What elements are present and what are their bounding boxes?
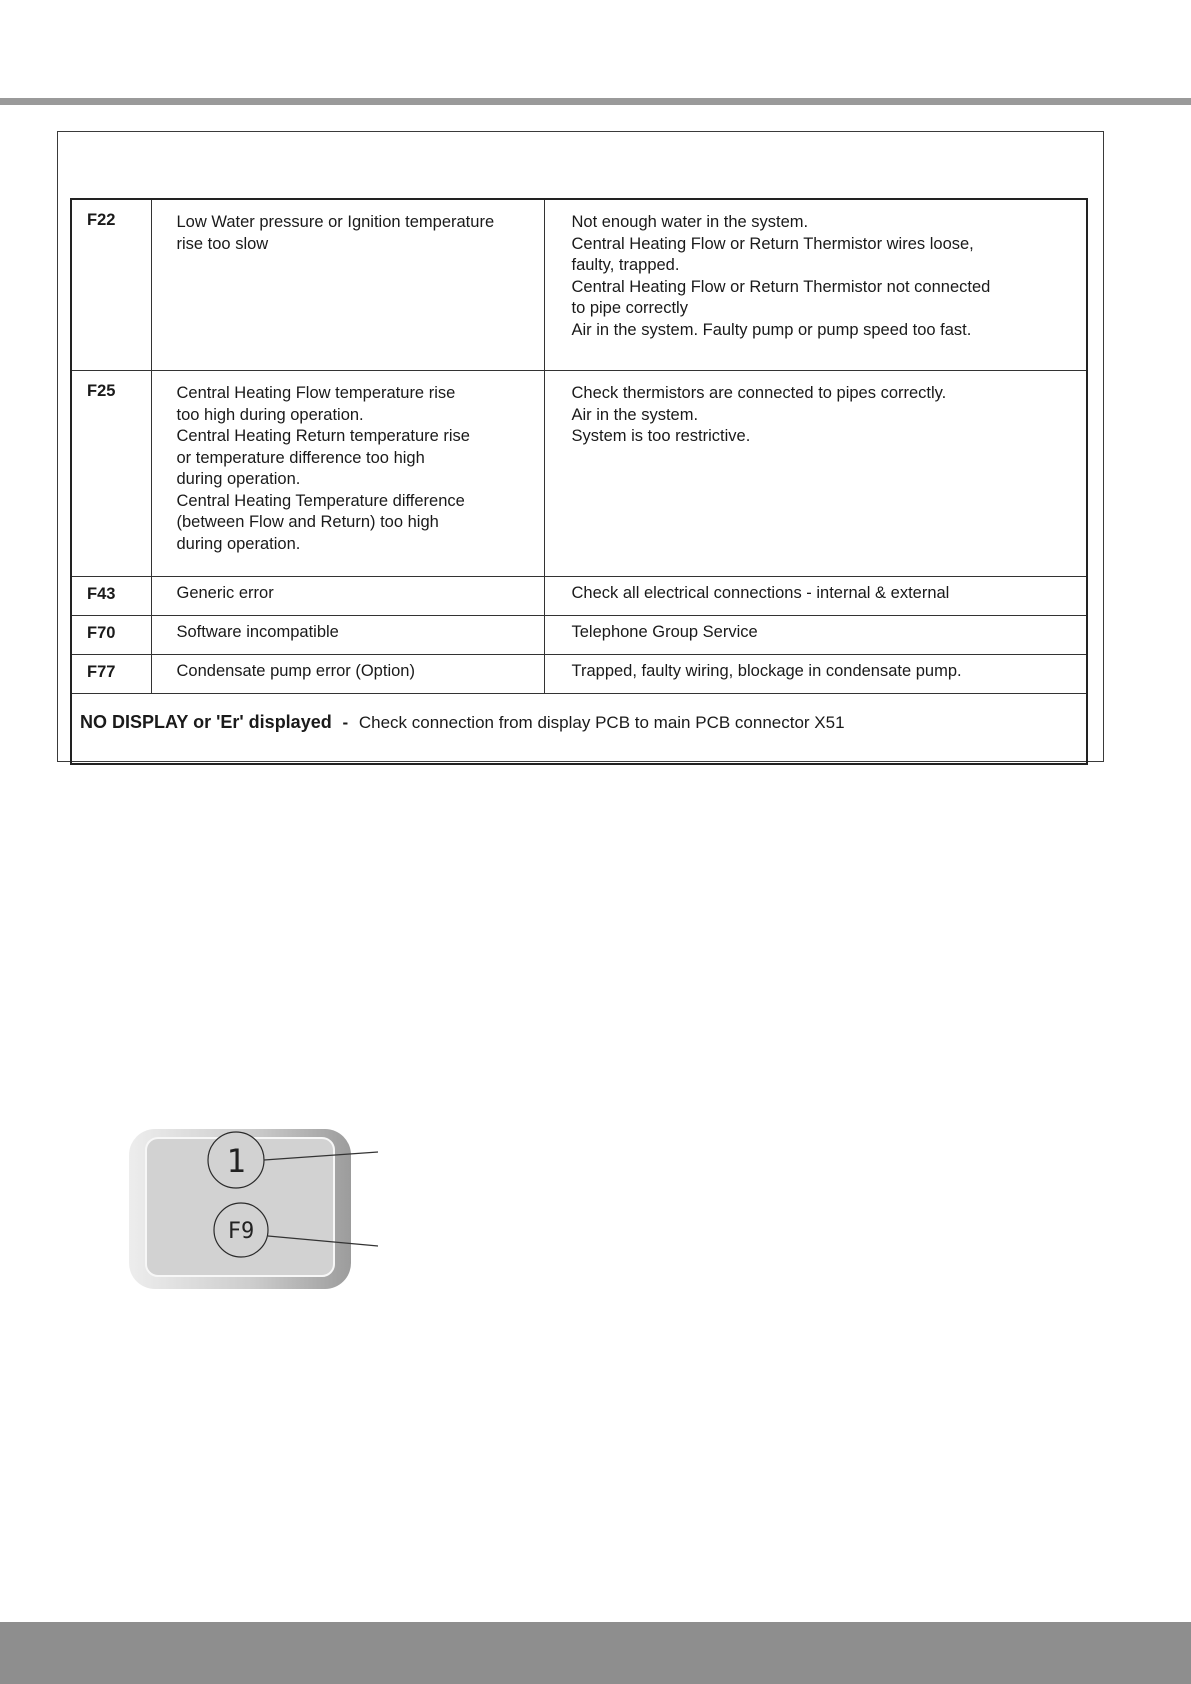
fault-description: Condensate pump error (Option) bbox=[151, 655, 544, 694]
description-line: too high during operation. bbox=[176, 405, 364, 424]
fault-description bbox=[151, 371, 544, 577]
description-line: (between Flow and Return) too high bbox=[176, 513, 439, 531]
fault-cause: Trapped, faulty wiring, blockage in condensate pump. bbox=[544, 655, 1087, 694]
no-display-separator: - bbox=[342, 713, 349, 732]
upper-readout-digit: 1 bbox=[226, 1142, 246, 1180]
fault-row-f77 bbox=[71, 655, 1087, 694]
cause-line: Air in the system. Faulty pump or pump speed too fast. bbox=[571, 320, 972, 339]
no-display-row bbox=[71, 694, 1087, 765]
fault-code: F25 bbox=[71, 371, 151, 577]
er-displayed-label: or 'Er' displayed bbox=[193, 712, 332, 732]
fault-description: Software incompatible bbox=[151, 616, 544, 655]
fault-code: F22 bbox=[71, 199, 151, 371]
cause-line: Air in the system. bbox=[571, 405, 699, 424]
cause-line: to pipe correctly bbox=[571, 299, 688, 317]
top-rule bbox=[0, 98, 1191, 105]
cause-line: Check thermistors are connected to pipes correctly. bbox=[571, 384, 947, 402]
description-line: Low Water pressure or Ignition temperature bbox=[176, 213, 495, 231]
fault-code: F43 bbox=[71, 577, 151, 616]
fault-row-f25 bbox=[71, 371, 1087, 577]
fault-description bbox=[151, 199, 544, 371]
description-line: Central Heating Flow temperature rise bbox=[176, 384, 456, 402]
lower-readout-code: F9 bbox=[227, 1219, 255, 1244]
description-line: Central Heating Return temperature rise bbox=[176, 427, 470, 445]
cause-line: Central Heating Flow or Return Thermistor not connected bbox=[571, 277, 991, 296]
footer-band bbox=[0, 1622, 1191, 1684]
no-display-note bbox=[71, 694, 1087, 765]
description-line: Central Heating Temperature difference bbox=[176, 491, 465, 510]
fault-row-f22 bbox=[71, 199, 1087, 371]
description-line: rise too slow bbox=[176, 234, 269, 253]
no-display-label: NO DISPLAY bbox=[80, 712, 189, 732]
fault-cause bbox=[544, 371, 1087, 577]
fault-row-f70 bbox=[71, 616, 1087, 655]
fault-cause: Telephone Group Service bbox=[544, 616, 1087, 655]
no-display-text: Check connection from display PCB to main PCB connector X51 bbox=[358, 713, 845, 732]
cause-line: Not enough water in the system. bbox=[571, 213, 809, 231]
fault-row-f43 bbox=[71, 577, 1087, 616]
fault-code: F77 bbox=[71, 655, 151, 694]
description-line: during operation. bbox=[176, 470, 301, 488]
description-line: during operation. bbox=[176, 534, 301, 553]
description-line: or temperature difference too high bbox=[176, 448, 425, 467]
fault-description: Generic error bbox=[151, 577, 544, 616]
fault-cause bbox=[544, 199, 1087, 371]
fault-code: F70 bbox=[71, 616, 151, 655]
boiler-display-illustration bbox=[126, 1126, 390, 1290]
cause-line: Central Heating Flow or Return Thermistor wires loose, bbox=[571, 234, 974, 253]
cause-line: faulty, trapped. bbox=[571, 256, 680, 274]
fault-code-table bbox=[70, 198, 1088, 765]
cause-line: System is too restrictive. bbox=[571, 427, 751, 445]
fault-cause: Check all electrical connections - internal & external bbox=[544, 577, 1087, 616]
